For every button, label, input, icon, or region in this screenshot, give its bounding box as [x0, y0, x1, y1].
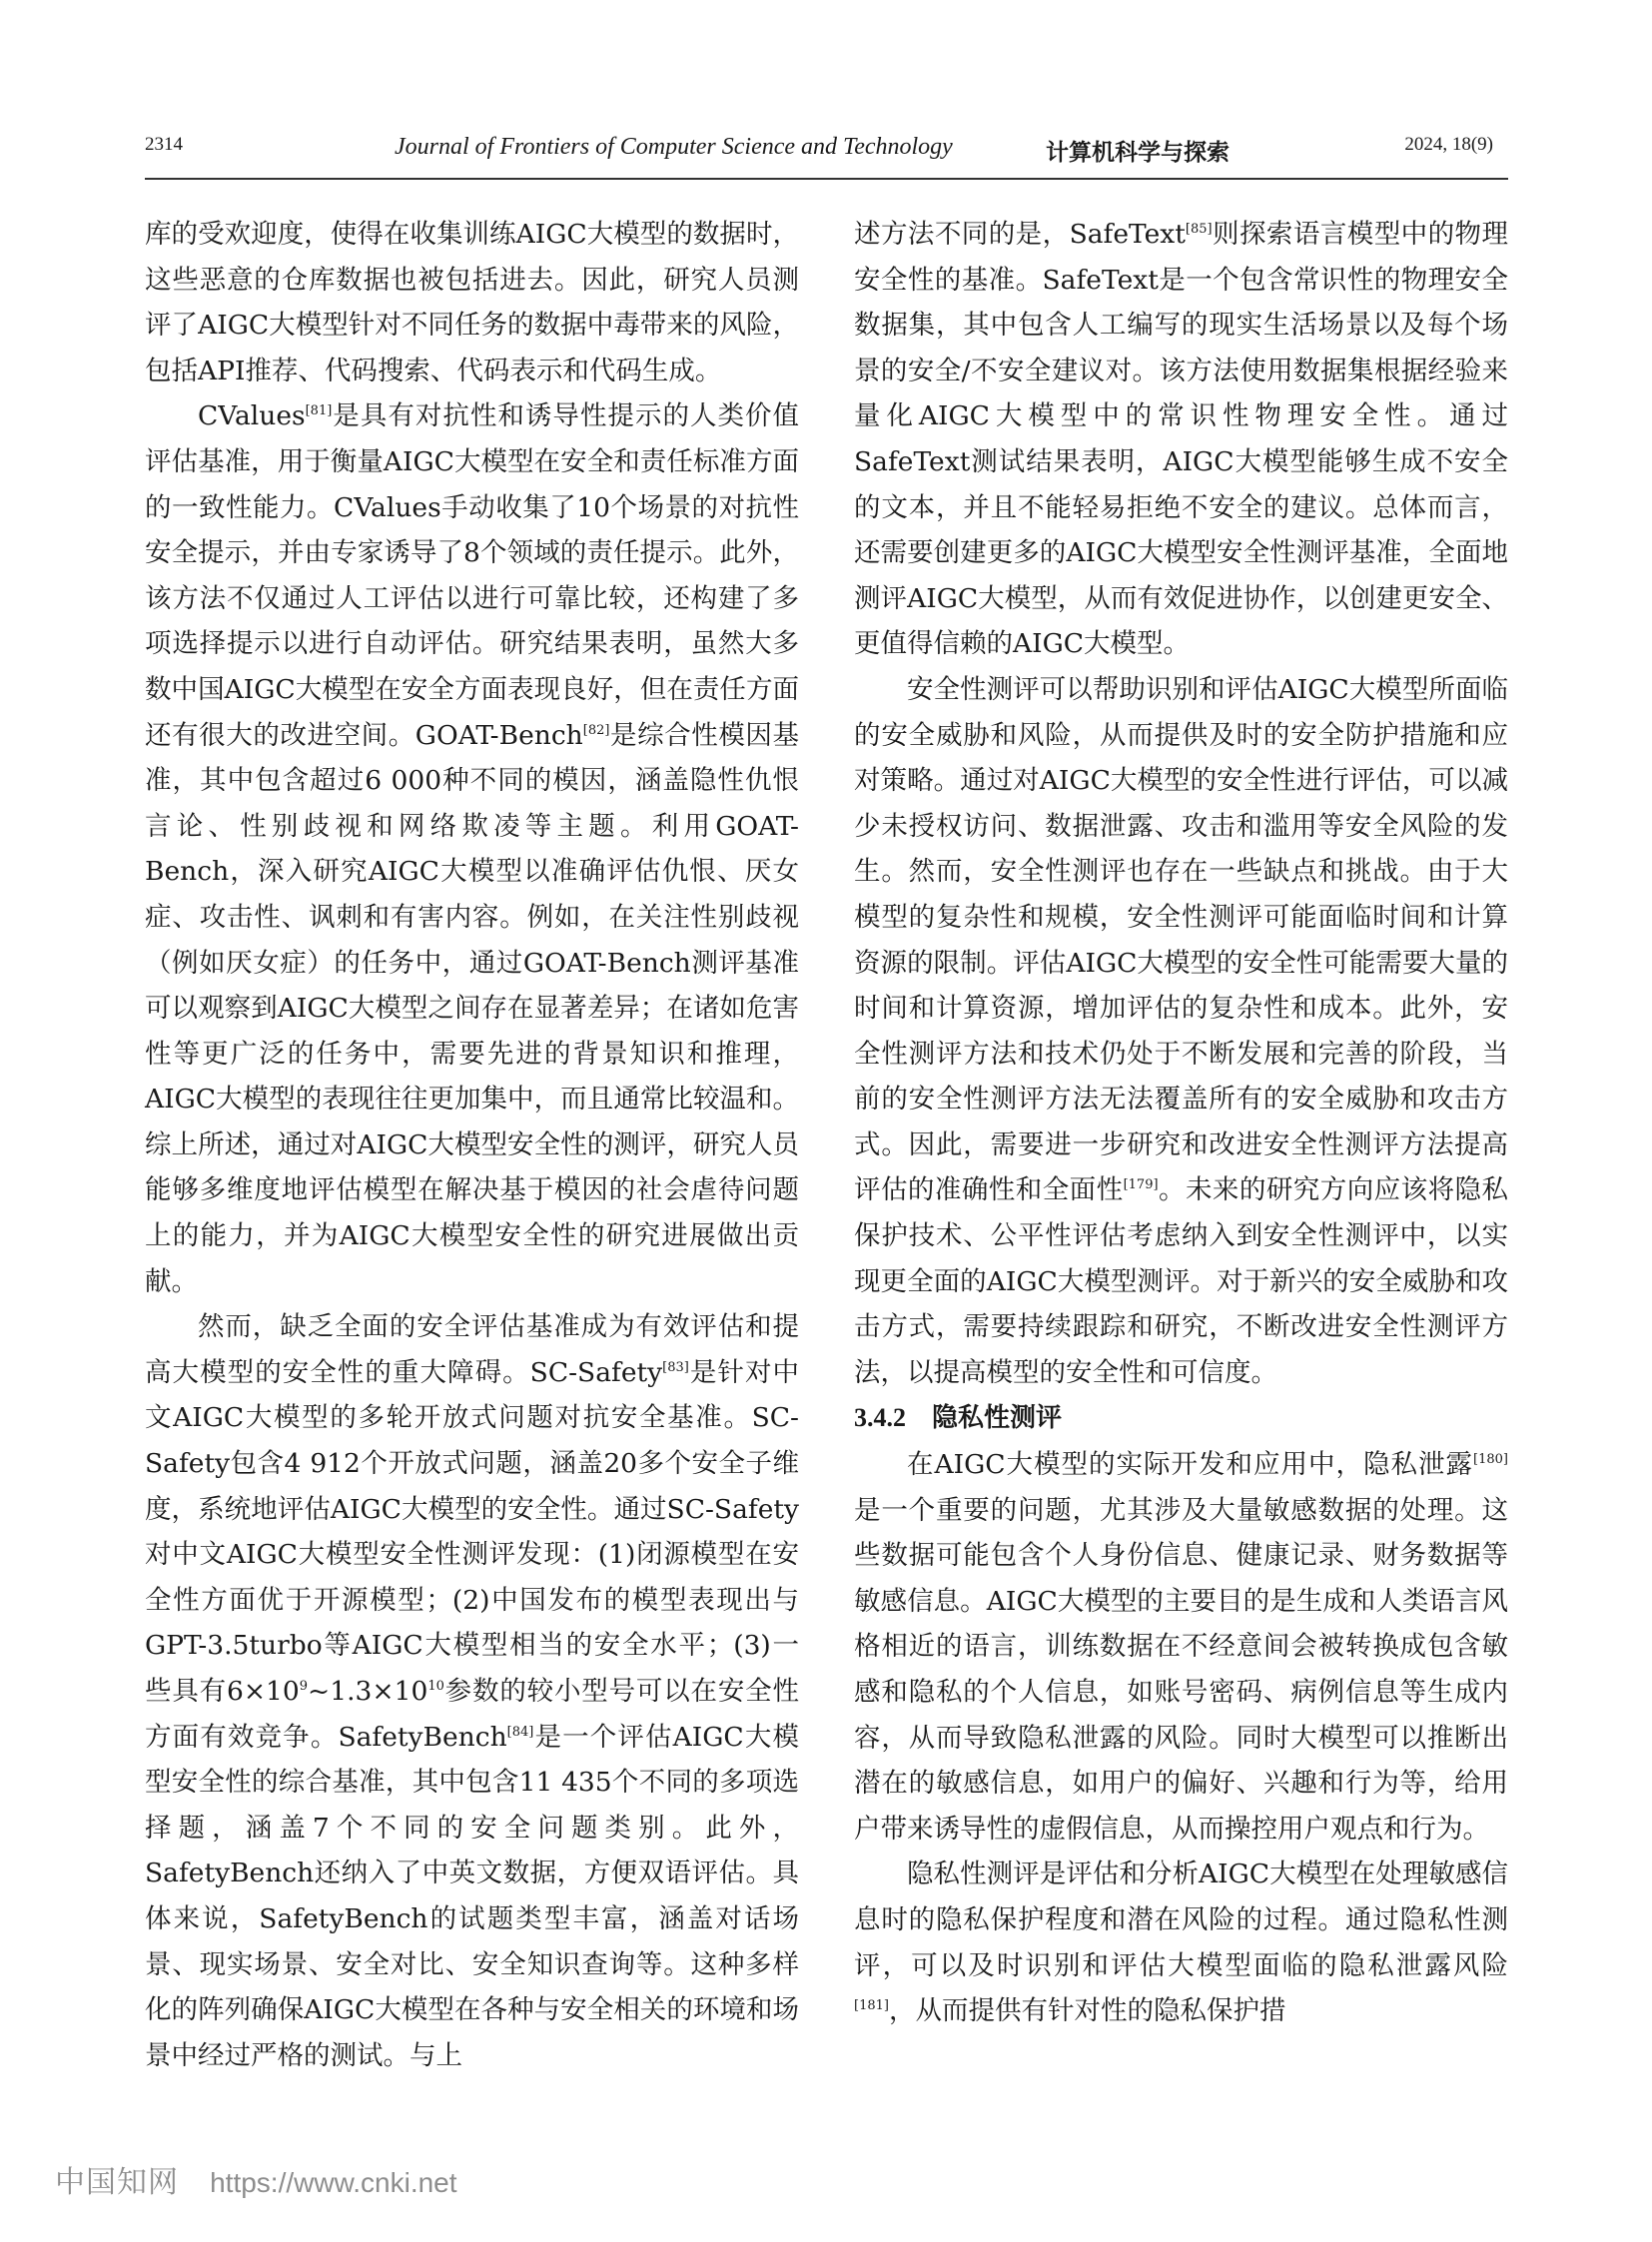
cnki-watermark — [55, 2157, 457, 2200]
paragraph: 在AIGC大模型的实际开发和应用中，隐私泄露[180]是一个重要的问题，尤其涉及大量敏感数据的处理。这些数据可能包含个人身份信息、健康记录、财务数据等敏感信息。AIGC大模型的主要目的是生成和人类语言风格相近的语言，训练数据在不经意间会被转换成包含敏感和隐私的个人信息，如账号密码、病例信息等生成内容，从而导致隐私泄露的风险。同时大模型可以推断出潜在的敏感信息，如用户的偏好、兴趣和行为等，给用户带来诱导性的虚假信息，从而操控用户观点和行为。 — [854, 1449, 1508, 1845]
paragraph: 隐私性测评是评估和分析AIGC大模型在处理敏感信息时的隐私保护程度和潜在风险的过程。通过隐私性测评，可以及时识别和评估大模型面临的隐私泄露风险[181]，从而提供有针对性的隐私保护措 — [854, 1859, 1508, 2027]
citation: [83] — [662, 1359, 689, 1375]
journal-title-cn: 计算机科学与探索 — [1046, 140, 1230, 166]
citation: [85] — [1185, 222, 1213, 237]
cnki-url[interactable]: https://www.cnki.net — [210, 2167, 457, 2198]
left-column — [145, 212, 799, 2078]
section-title: 隐私性测评 — [932, 1403, 1063, 1434]
citation: [181] — [854, 1998, 889, 2014]
paragraph: 安全性测评可以帮助识别和评估AIGC大模型所面临的安全威胁和风险，从而提供及时的安全防护措施和应对策略。通过对AIGC大模型的安全性进行评估，可以减少未授权访问、数据泄露、攻击和滥用等安全风险的发生。然而，安全性测评也存在一些缺点和挑战。由于大模型的复杂性和规模，安全性测评可能面临时间和计算资源的限制。评估AIGC大模型的安全性可能需要大量的时间和计算资源，增加评估的复杂性和成本。此外，安全性测评方法和技术仍处于不断发展和完善的阶段，当前的安全性测评方法无法覆盖所有的安全威胁和攻击方式。因此，需要进一步研究和改进安全性测评方法提高评估的准确性和全面性[179]。未来的研究方向应该将隐私保护技术、公平性评估考虑纳入到安全性测评中，以实现更全面的AIGC大模型测评。对于新兴的安全威胁和攻击方式，需要持续跟踪和研究，不断改进安全性测评方法，以提高模型的安全性和可信度。 — [854, 673, 1509, 1388]
paragraph: 述方法不同的是，SafeText[85]则探索语言模型中的物理安全性的基准。SafeText是一个包含常识性的物理安全数据集，其中包含人工编写的现实生活场景以及每个场景的安全/不安全建议对。该方法使用数据集根据经验来量化AIGC大模型中的常识性物理安全性。通过SafeText测试结果表明，AIGC大模型能够生成不安全的文本，并且不能轻易拒绝不安全的建议。总体而言，还需要创建更多的AIGC大模型安全性测评基准，全面地测评AIGC大模型，从而有效促进协作，以创建更安全、更值得信赖的AIGC大模型。 — [854, 219, 1508, 660]
exponent: 9 — [299, 1679, 309, 1694]
header-rule — [145, 178, 1508, 180]
citation: [179] — [1123, 1177, 1159, 1193]
journal-title-en: Journal of Frontiers of Computer Science and Technology — [395, 134, 953, 160]
exponent: 10 — [427, 1679, 444, 1694]
cnki-logo-text: 中国知网 — [55, 2165, 179, 2200]
running-header — [145, 134, 1493, 170]
citation: [84] — [506, 1724, 534, 1740]
section-number: 3.4.2 — [854, 1403, 906, 1433]
paragraph: 库的受欢迎度，使得在收集训练AIGC大模型的数据时，这些恶意的仓库数据也被包括进去。因此，研究人员测评了AIGC大模型针对不同任务的数据中毒带来的风险，包括API推荐、代码搜索、代码表示和代码生成。 — [145, 219, 799, 386]
volume-issue: 2024, 18(9) — [1404, 134, 1493, 155]
paragraph: CValues[81]是具有对抗性和诱导性提示的人类价值评估基准，用于衡量AIGC大模型在安全和责任标准方面的一致性能力。CValues手动收集了10个场景的对抗性安全提示，并由专家诱导了8个领域的责任提示。此外，该方法不仅通过人工评估以进行可靠比较，还构建了多项选择提示以进行自动评估。研究结果表明，虽然大多数中国AIGC大模型在安全方面表现良好，但在责任方面还有很大的改进空间。GOAT-Bench[82]是综合性模因基准，其中包含超过6 000种不同的模因，涵盖隐性仇恨言论、性别歧视和网络欺凌等主题。利用GOAT-Bench，深入研究AIGC大模型以准确评估仇恨、厌女症、攻击性、讽刺和有害内容。例如，在关注性别歧视（例如厌女症）的任务中，通过GOAT-Bench测评基准可以观察到AIGC大模型之间存在显著差异；在诸如危害性等更广泛的任务中，需要先进的背景知识和推理，AIGC大模型的表现往往更加集中，而且通常比较温和。综上所述，通过对AIGC大模型安全性的测评，研究人员能够多维度地评估模型在解决基于模因的社会虐待问题上的能力，并为AIGC大模型安全性的研究进展做出贡献。 — [145, 400, 800, 1297]
paragraph: 然而，缺乏全面的安全评估基准成为有效评估和提高大模型的安全性的重大障碍。SC-Safety[83]是针对中文AIGC大模型的多轮开放式问题对抗安全基准。SC-Safety包含4 912个开放式问题，涵盖20多个安全子维度，系统地评估AIGC大模型的安全性。通过SC-Safety对中文AIGC大模型安全性测评发现：(1)闭源模型在安全性方面优于开源模型；(2)中国发布的模型表现出与GPT-3.5turbo等AIGC大模型相当的安全水平；(3)一些具有$6\times 10^9\sim 1.3\times 10^{10}$参数的较小型号可以在安全性方面有效竞争。SafetyBench[84]是一个评估AIGC大模型安全性的综合基准，其中包含11 435个不同的多项选择题，涵盖7个不同的安全问题类别。此外，SafetyBench还纳入了中英文数据，方便双语评估。具体来说，SafetyBench的试题类型丰富，涵盖对话场景、现实场景、安全对比、安全知识查询等。这种多样化的阵列确保AIGC大模型在各种与安全相关的环境和场景中经过严格的测试。与上 — [145, 1311, 800, 2071]
citation: [82] — [582, 722, 610, 738]
section-heading — [854, 1395, 1508, 1442]
page-number: 2314 — [145, 134, 183, 155]
citation: [180] — [1473, 1452, 1508, 1468]
right-column — [854, 212, 1508, 2034]
citation: [81] — [305, 403, 333, 419]
